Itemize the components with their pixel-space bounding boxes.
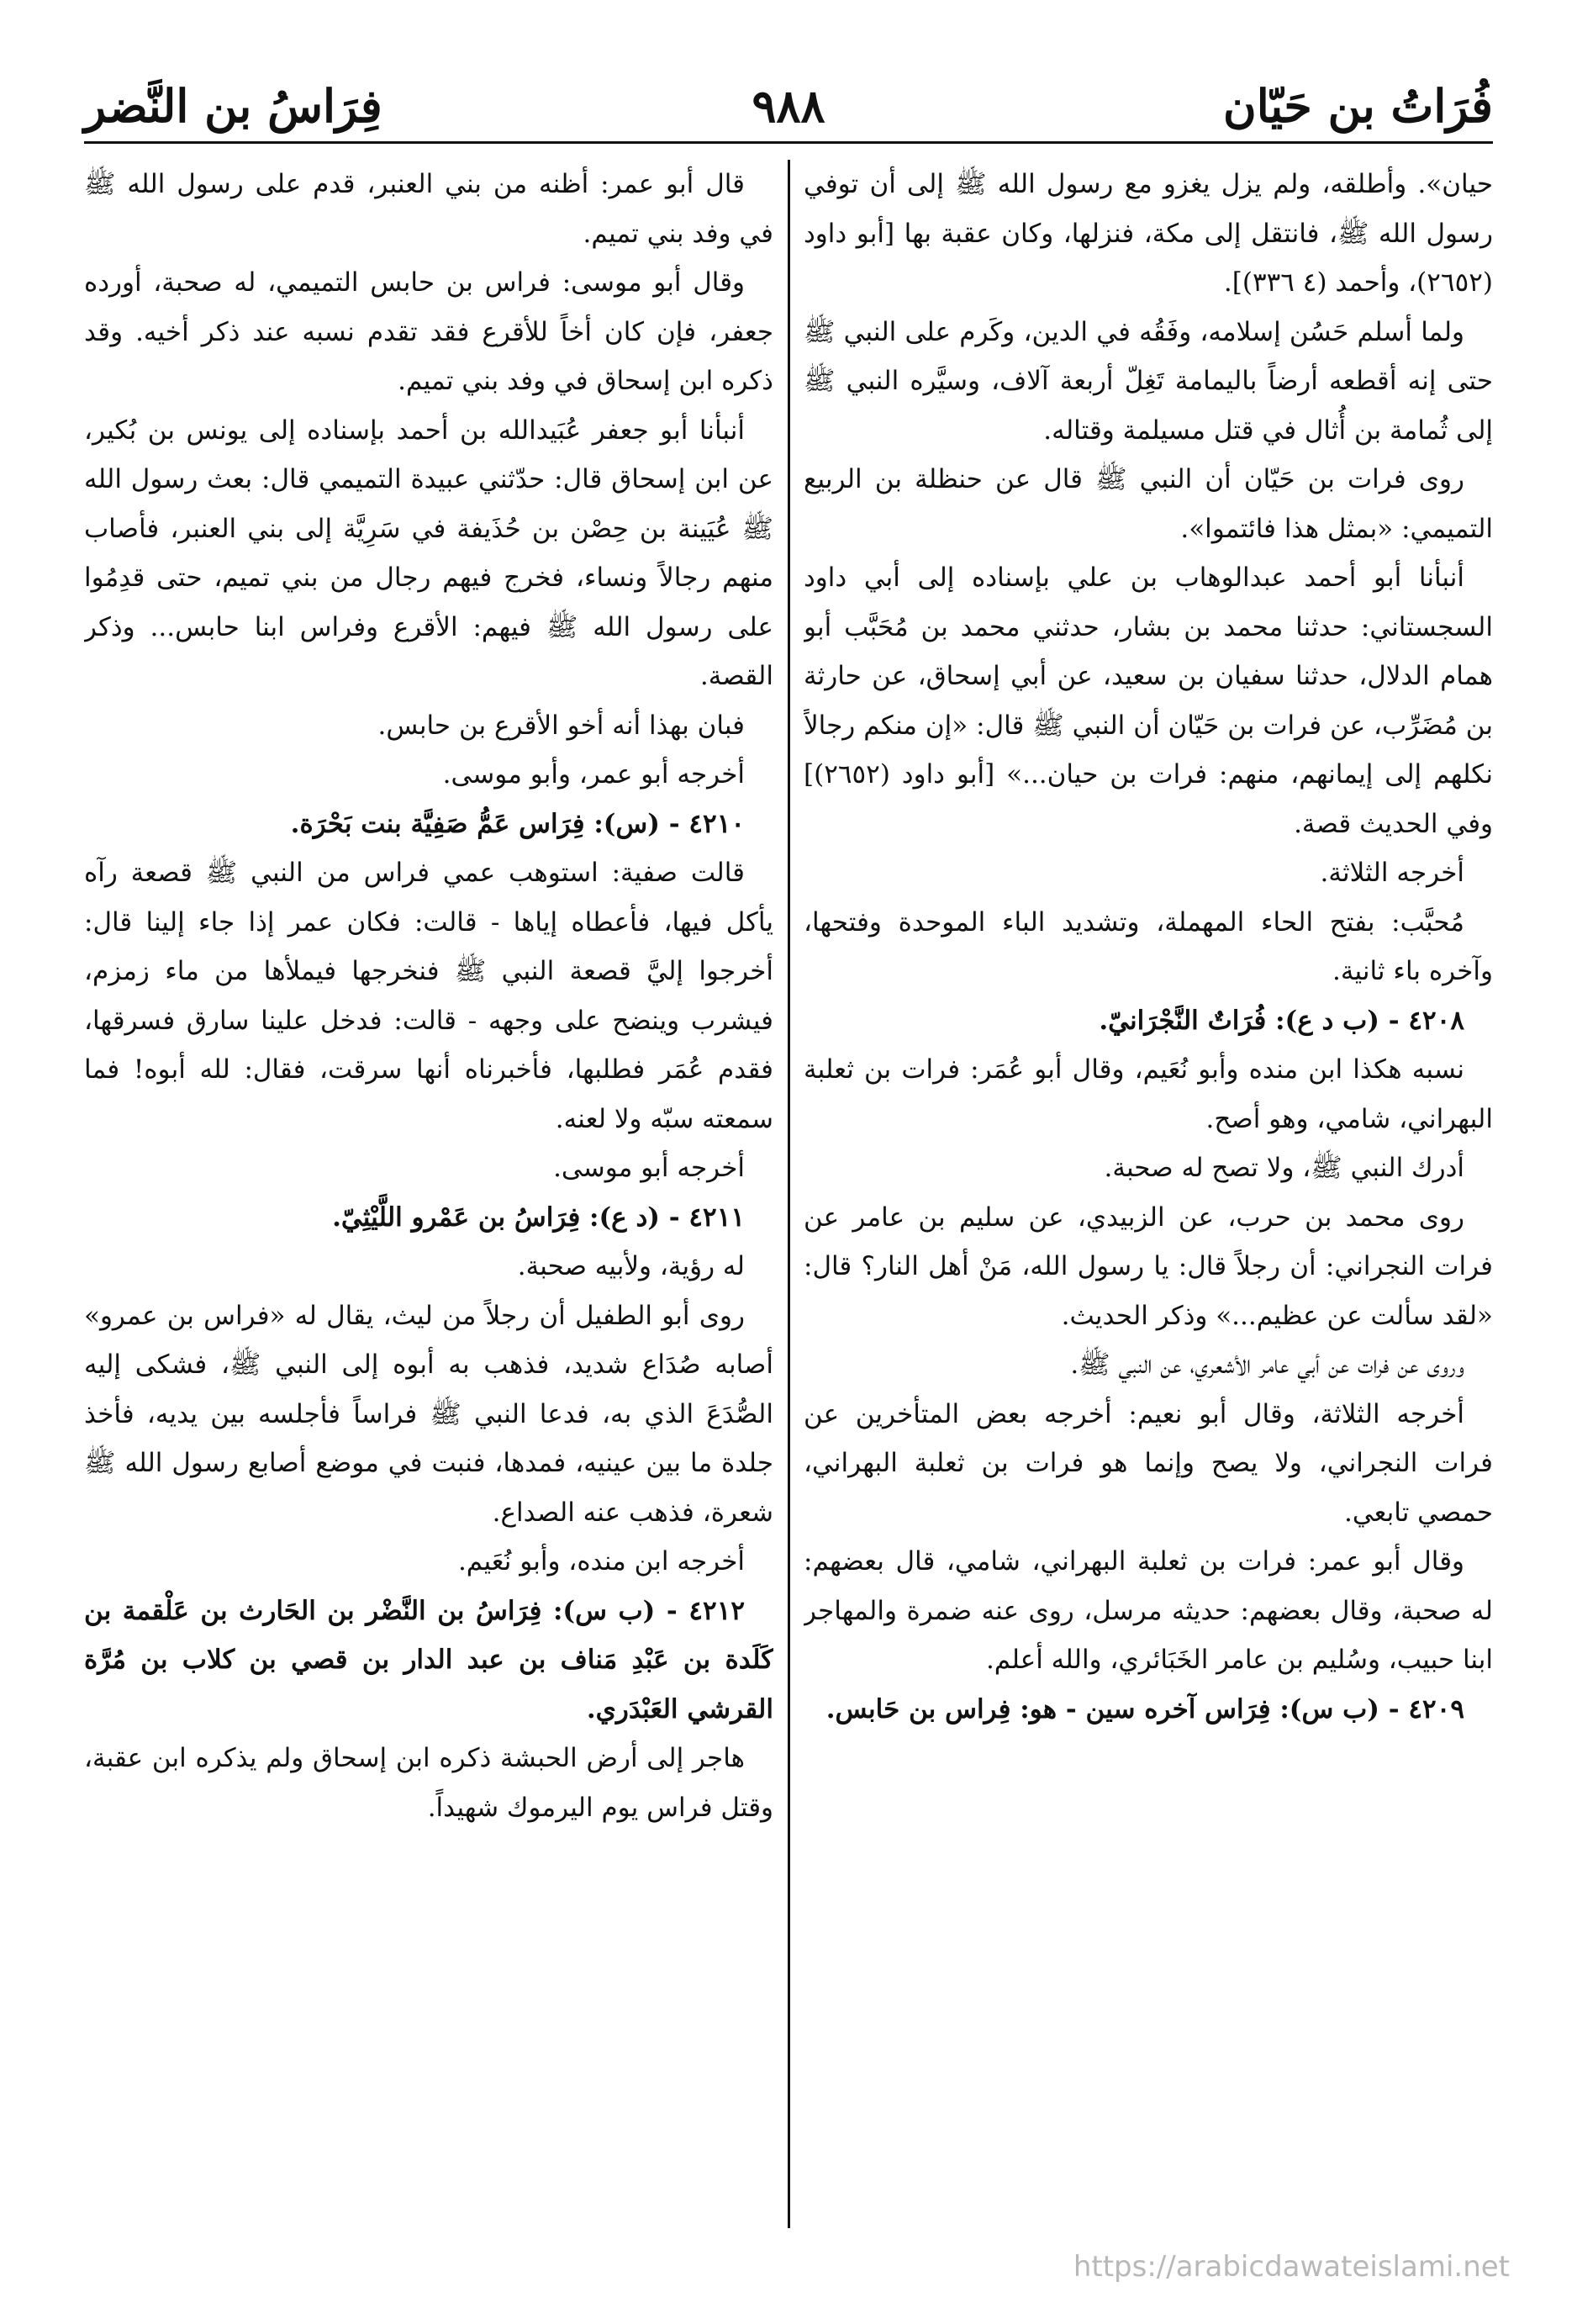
paragraph: قال أبو عمر: أظنه من بني العنبر، قدم على رسول الله ﷺ في وفد بني تميم. bbox=[84, 169, 773, 249]
source-watermark: https://arabicdawateislami.net bbox=[1073, 2250, 1510, 2284]
paragraph: مُحبَّب: بفتح الحاء المهملة، وتشديد الباء الموحدة وفتحها، وآخره باء ثانية. bbox=[804, 906, 1493, 986]
column-divider bbox=[788, 160, 790, 2228]
paragraph: أخرجه أبو عمر، وأبو موسى. bbox=[442, 759, 745, 790]
paragraph: وقال أبو عمر: فرات بن ثعلبة البهراني، شامي، قال بعضهم: له صحبة، وقال بعضهم: حديثه مرسل، روى عنه ضمرة والمهاجر ابنا حبيب، وسُليم بن عامر الخَبَائري، والله أعلم. bbox=[804, 1546, 1493, 1675]
paragraph: أخرجه الثلاثة، وقال أبو نعيم: أخرجه بعض المتأخرين عن فرات النجراني، ولا يصح وإنما هو فرات بن ثعلبة البهراني، حمصي تابعي. bbox=[804, 1398, 1493, 1528]
paragraph: فبان بهذا أنه أخو الأقرع بن حابس. bbox=[377, 710, 745, 741]
paragraph: قالت صفية: استوهب عمي فراس من النبي ﷺ قصعة رآه يأكل فيها، فأعطاه إياها - قالت: فكان عمر إذا جاء إلينا قال: أخرجوا إليَّ قصعة النبي ﷺ فنخرجها فيملأها من ماء زمزم، فيشرب وينضح على وجهه - قالت: فدخل علينا سارق فسرقها، فقدم عُمَر فطلبها، فأخبرناه أنها سرقت، فقال: لله أبوه! فما سمعته سبّه ولا لعنه. bbox=[84, 858, 773, 1134]
page-number: ٩٨٨ bbox=[752, 79, 825, 133]
paragraph: وروى عن فرات عن أبي عامر الأشعري، عن النبي ﷺ. bbox=[1070, 1350, 1464, 1380]
paragraph: ولما أسلم حَسُن إسلامه، وفَقُه في الدين، وكَرم على النبي ﷺ حتى إنه أقطعه أرضاً باليمامة تَغِلّ أربعة آلاف، وسيَّره النبي ﷺ إلى ثُمامة بن أُثال في قتل مسيلمة وقتاله. bbox=[804, 316, 1493, 446]
paragraph: أخرجه أبو موسى. bbox=[553, 1153, 745, 1183]
running-title-right: فُرَاتُ بن حَيّان bbox=[1223, 79, 1493, 133]
entry-heading: ٤٢٠٨ - (ب د ع): فُرَاتٌ النَّجْرَانيّ. bbox=[1099, 1005, 1464, 1036]
paragraph: أنبأنا أبو أحمد عبدالوهاب بن علي بإسناده إلى أبي داود السجستاني: حدثنا محمد بن بشار، حدثني محمد بن مُحَبَّب أبو همام الدلال، حدثنا سفيان بن سعيد، عن أبي إسحاق، عن حارثة بن مُضَرِّب، عن فرات بن حَيّان أن النبي ﷺ قال: «إن منكم رجالاً نكلهم إلى إيمانهم، منهم: فرات بن حيان...» [أبو داود (٢٦٥٢)] وفي الحديث قصة. bbox=[804, 563, 1493, 839]
paragraph: له رؤية، ولأبيه صحبة. bbox=[517, 1251, 745, 1281]
paragraph: أخرجه ابن منده، وأبو نُعَيم. bbox=[457, 1546, 745, 1577]
entry-heading: ٤٢١٢ - (ب س): فِرَاسُ بن النَّضْر بن الحَارث بن عَلْقمة بن كَلَدة بن عَبْدِ مَناف بن عبد الدار بن قصي بن كلاب بن مُرَّة القرشي العَبْدَري. bbox=[84, 1595, 773, 1725]
paragraph: هاجر إلى أرض الحبشة ذكره ابن إسحاق ولم يذكره ابن عقبة، وقتل فراس يوم اليرموك شهيداً. bbox=[84, 1743, 773, 1823]
running-title-left: فِرَاسُ بن النَّضر bbox=[84, 79, 382, 133]
right-text-column bbox=[804, 160, 1493, 2228]
paragraph: أخرجه الثلاثة. bbox=[1320, 858, 1464, 888]
paragraph: أنبأنا أبو جعفر عُبَيدالله بن أحمد بإسناده إلى يونس بن بُكير، عن ابن إسحاق قال: حدّثني عبيدة التميمي قال: بعث رسول الله ﷺ عُيَينة بن حِصْن بن حُذَيفة في سَرِيَّة إلى بني العنبر، فأصاب منهم رجالاً ونساء، فخرج فيهم رجال من بني تميم، حتى قدِمُوا على رسول الله ﷺ فيهم: الأقرع وفراس ابنا حابس... وذكر القصة. bbox=[84, 415, 773, 691]
paragraph: نسبه هكذا ابن منده وأبو نُعَيم، وقال أبو عُمَر: فرات بن ثعلبة البهراني، شامي، وهو أصح. bbox=[804, 1054, 1493, 1134]
entry-heading: ٤٢١٠ - (س): فِرَاس عَمُّ صَفِيَّة بنت بَحْرَة. bbox=[290, 808, 745, 839]
page-header bbox=[84, 66, 1493, 144]
paragraph: وقال أبو موسى: فراس بن حابس التميمي، له صحبة، أورده جعفر، فإن كان أخاً للأقرع فقد تقدم نسبه عند ذكر أخيه. وقد ذكره ابن إسحاق في وفد بني تميم. bbox=[84, 267, 773, 396]
entry-heading: ٤٢١١ - (د ع): فِرَاسُ بن عَمْرو اللَّيْثِيّ. bbox=[332, 1202, 745, 1233]
paragraph: روى فرات بن حَيّان أن النبي ﷺ قال عن حنظلة بن الربيع التميمي: «بمثل هذا فائتموا». bbox=[804, 464, 1493, 544]
paragraph: أدرك النبي ﷺ، ولا تصح له صحبة. bbox=[1104, 1153, 1464, 1183]
paragraph: حيان». وأطلقه، ولم يزل يغزو مع رسول الله ﷺ إلى أن توفي رسول الله ﷺ، فانتقل إلى مكة، فنزلها، وكان عقبة بها [أبو داود (٢٦٥٢)، وأحمد (٤ ٣٣٦)]. bbox=[804, 169, 1493, 298]
entry-heading: ٤٢٠٩ - (ب س): فِرَاس آخره سين - هو: فِراس بن حَابس. bbox=[825, 1693, 1464, 1725]
paragraph: روى أبو الطفيل أن رجلاً من ليث، يقال له «فراس بن عمرو» أصابه صُدَاع شديد، فذهب به أبوه إلى النبي ﷺ، فشكى إليه الصُّدَعَ الذي به، فدعا النبي ﷺ فراساً فأجلسه بين يديه، فأخذ جلدة ما بين عينيه، فمدها، فنبت في موضع أصابع رسول الله ﷺ شعرة، فذهب عنه الصداع. bbox=[84, 1300, 773, 1528]
left-text-column bbox=[84, 160, 773, 2228]
paragraph: روى محمد بن حرب، عن الزبيدي، عن سليم بن عامر عن فرات النجراني: أن رجلاً قال: يا رسول الله، مَنْ أهل النار؟ قال: «لقد سألت عن عظيم...» وذكر الحديث. bbox=[804, 1202, 1493, 1331]
